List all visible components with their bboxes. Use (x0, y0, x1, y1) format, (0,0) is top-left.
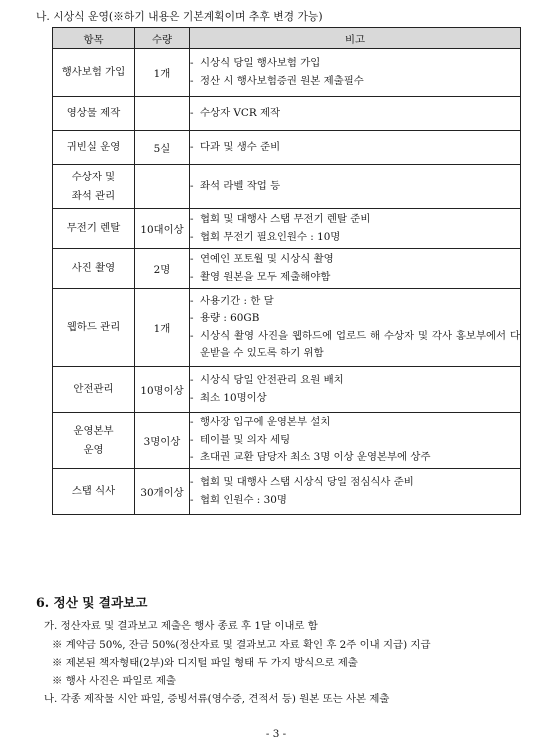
bullet-dash: - (190, 253, 194, 265)
table-row (53, 165, 521, 209)
note-line (190, 293, 520, 311)
row-notes (190, 469, 521, 515)
note-text: 용량 : 60GB (200, 312, 260, 324)
bullet-dash: - (190, 179, 194, 192)
note-line (190, 269, 520, 287)
row-item-line: 수상자 및 (71, 170, 116, 183)
note-text: 수상자 VCR 제작 (200, 106, 281, 119)
row-quantity: 30개이상 (135, 469, 190, 515)
operation-table (52, 27, 521, 515)
note-line (190, 55, 520, 73)
note-text: 좌석 라벨 작업 등 (200, 179, 281, 192)
row-item (53, 49, 135, 97)
note-text: 협회 및 대행사 스탭 시상식 당일 점심식사 준비 (200, 476, 414, 488)
row-item (53, 131, 135, 165)
section-line: ※ 제본된 책자형태(2부)와 디지털 파일 형태 두 가지 방식으로 제출 (52, 657, 358, 669)
note-text: 시상식 당일 안전관리 요원 배치 (200, 374, 344, 386)
note-text: 연예인 포토월 및 시상식 촬영 (200, 253, 334, 265)
table-row (53, 249, 521, 289)
note-line (190, 310, 520, 328)
table-row (53, 469, 521, 515)
section-line: 나. 각종 제작물 시안 파일, 증빙서류(영수증, 견적서 등) 원본 또는 사본 제출 (44, 693, 390, 705)
table-row (53, 413, 521, 469)
row-quantity: 10대이상 (135, 209, 190, 249)
note-line (190, 73, 520, 91)
note-line (190, 328, 520, 363)
row-item-line: 행사보험 가입 (61, 66, 126, 78)
note-line (190, 432, 520, 450)
note-text: 정산 시 행사보험증권 원본 제출필수 (200, 74, 364, 87)
note-text: 협회 인원수 : 30명 (200, 493, 287, 506)
row-notes (190, 289, 521, 367)
bullet-dash: - (190, 312, 194, 324)
section-title: 6. 정산 및 결과보고 (36, 595, 148, 610)
row-item-line: 운영 (83, 443, 104, 456)
row-item (53, 469, 135, 515)
note-line (190, 492, 520, 510)
bullet-dash: - (190, 213, 194, 225)
bullet-dash: - (190, 74, 194, 87)
row-quantity (135, 165, 190, 209)
note-text: 행사장 입구에 운영본부 설치 (200, 416, 331, 429)
header-note: 비고 (190, 28, 521, 49)
note-line (190, 251, 520, 269)
note-text: 협회 및 대행사 스탭 무전기 렌탈 준비 (200, 213, 371, 225)
bullet-dash: - (190, 493, 194, 506)
row-item-line: 영상물 제작 (66, 107, 121, 119)
table-row (53, 97, 521, 131)
bullet-dash: - (190, 374, 194, 386)
section-line: 가. 정산자료 및 결과보고 제출은 행사 종료 후 1달 이내로 함 (44, 620, 318, 632)
bullet-dash: - (190, 106, 194, 119)
bullet-dash: - (190, 391, 194, 404)
row-item-line: 귀빈실 운영 (66, 141, 121, 153)
row-item-line: 운영본부 (73, 424, 114, 437)
bullet-dash: - (190, 230, 194, 243)
section-line: ※ 행사 사진은 파일로 제출 (52, 675, 176, 687)
row-item (53, 97, 135, 131)
row-notes (190, 209, 521, 249)
row-notes (190, 131, 521, 165)
row-quantity: 3명이상 (135, 413, 190, 469)
note-text: 협회 무전기 필요인원수 : 10명 (200, 230, 341, 243)
row-quantity: 2명 (135, 249, 190, 289)
row-item (53, 289, 135, 367)
note-text: 시상식 촬영 사진을 웹하드에 업로드 해 수상자 및 각사 홍보부에서 다운받을 수 있도록 하기 위함 (200, 329, 520, 359)
row-notes (190, 367, 521, 413)
bullet-dash: - (190, 416, 194, 429)
table-row (53, 367, 521, 413)
bullet-dash: - (190, 294, 194, 307)
note-text: 초대권 교환 담당자 최소 3명 이상 운영본부에 상주 (200, 451, 431, 464)
row-notes (190, 49, 521, 97)
row-quantity: 1개 (135, 49, 190, 97)
table-row (53, 289, 521, 367)
row-item-line: 사진 촬영 (71, 262, 116, 274)
row-item-line: 무전기 렌탈 (66, 222, 121, 234)
row-notes (190, 165, 521, 209)
note-text: 최소 10명이상 (200, 391, 267, 404)
row-item (53, 413, 135, 469)
note-line (190, 211, 520, 229)
note-text: 다과 및 생수 준비 (200, 140, 281, 153)
note-line (190, 229, 520, 247)
table-header-row (53, 28, 521, 49)
bullet-dash: - (190, 476, 194, 488)
row-item-line: 좌석 관리 (71, 189, 116, 202)
row-item-line: 웹하드 관리 (66, 321, 121, 333)
note-text: 촬영 원본을 모두 제출해야함 (200, 270, 331, 283)
row-item (53, 367, 135, 413)
table-row (53, 209, 521, 249)
note-line (190, 105, 520, 123)
table-caption: 나. 시상식 운영(※하기 내용은 기본계획이며 추후 변경 가능) (36, 10, 323, 23)
bullet-dash: - (190, 140, 194, 153)
bullet-dash: - (190, 57, 194, 69)
note-line (190, 474, 520, 492)
note-line (190, 449, 520, 467)
bullet-dash: - (190, 270, 194, 283)
row-item-line: 스탭 식사 (71, 485, 116, 497)
note-line (190, 390, 520, 408)
table-body (53, 49, 521, 515)
note-line (190, 372, 520, 390)
note-line (190, 178, 520, 196)
note-text: 테이블 및 의자 세팅 (200, 433, 291, 446)
page-number: - 3 - (265, 728, 287, 740)
row-quantity: 10명이상 (135, 367, 190, 413)
header-item: 항목 (53, 28, 135, 49)
row-notes (190, 413, 521, 469)
bullet-dash: - (190, 451, 194, 464)
row-quantity: 5실 (135, 131, 190, 165)
table-row (53, 49, 521, 97)
note-line (190, 414, 520, 432)
row-item (53, 165, 135, 209)
bullet-dash: - (190, 329, 194, 342)
row-notes (190, 97, 521, 131)
row-item (53, 209, 135, 249)
header-qty: 수량 (135, 28, 190, 49)
note-line (190, 139, 520, 157)
table-row (53, 131, 521, 165)
row-item (53, 249, 135, 289)
row-notes (190, 249, 521, 289)
row-quantity (135, 97, 190, 131)
row-quantity: 1개 (135, 289, 190, 367)
note-text: 사용기간 : 한 달 (200, 294, 274, 307)
note-text: 시상식 당일 행사보험 가입 (200, 57, 321, 69)
row-item-line: 안전관리 (73, 383, 114, 395)
section-line: ※ 계약금 50%, 잔금 50%(정산자료 및 결과보고 자료 확인 후 2주 이내 지급) 지급 (52, 639, 431, 651)
bullet-dash: - (190, 433, 194, 446)
